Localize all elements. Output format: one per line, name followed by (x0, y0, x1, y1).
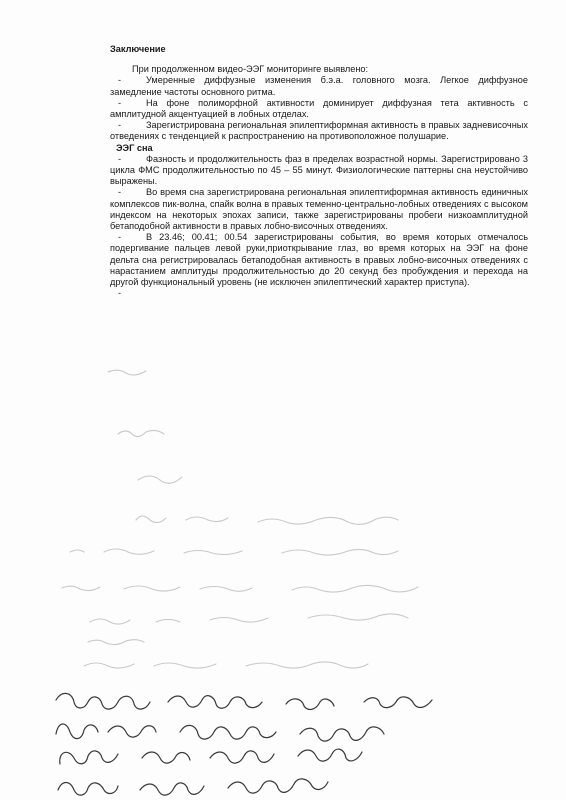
sleep-paragraph (110, 154, 528, 188)
typed-report (110, 44, 528, 299)
finding-text: На фоне полиморфной активности доминирует диффузная тета активность с амплитудной акцентуацией в лобных отделах. (110, 97, 528, 120)
dark-handwriting (56, 693, 432, 795)
sleep-text: В 23.46; 00.41; 00.54 зарегистрированы события, во время которых отмечалось подергивание пальцев левой руки,приоткрывание глаз, во время которых на ЭЭГ на фоне дельта сна регистрировалась бетаподобная активность в правых лобно-височных отведениях с нарастанием амплитуды продолжительностью до 20 секунд без пробуждения и перехода на другой функциональный уровень (не исключен эпилептический характер приступа). (110, 232, 528, 288)
list-dash: - (118, 97, 122, 108)
sleep-paragraph (110, 232, 528, 288)
list-dash: - (118, 232, 122, 243)
finding-paragraph (110, 98, 528, 120)
sleep-text: Во время сна зарегистрирована региональная эпилептиформная активность единичных комплексов пик-волна, спайк волна в правых теменно-центрально-лобных отведениях с высоком индексом на некоторых эпохах записи, также зарегистрированы пробеги низкоамплитудной бетаподобной активности в правых лобно-височных отведениях. (110, 187, 528, 232)
sleep-text: Фазность и продолжительность фаз в пределах возрастной нормы. Зарегистрировано 3 цикла ФМС продолжительностью по 45 – 55 минут. Физиологические паттерны сна неустойчиво выражены. (110, 153, 528, 187)
list-dash: - (118, 75, 122, 86)
intro-line: При продолженном видео-ЭЭГ мониторинге выявлено: (132, 64, 369, 75)
empty-list-dash: - (118, 288, 122, 299)
sleep-paragraph (110, 187, 528, 232)
finding-text: Зарегистрирована региональная эпилептиформная активность в правых задневисочных отведениях с тенденцией к распространению на противоположное полушарие. (110, 120, 528, 142)
finding-text: Умеренные диффузные изменения б.э.а. головного мозга. Легкое диффузное замедление частоты основного ритма. (110, 75, 528, 97)
list-dash: - (118, 120, 122, 131)
sleep-eeg-heading: ЭЭГ сна (116, 142, 153, 153)
list-dash: - (118, 153, 122, 164)
finding-paragraph (110, 120, 528, 142)
report-heading: Заключение (110, 44, 166, 54)
faint-handwriting (62, 370, 418, 668)
list-dash: - (118, 187, 122, 198)
finding-paragraph (110, 75, 528, 97)
